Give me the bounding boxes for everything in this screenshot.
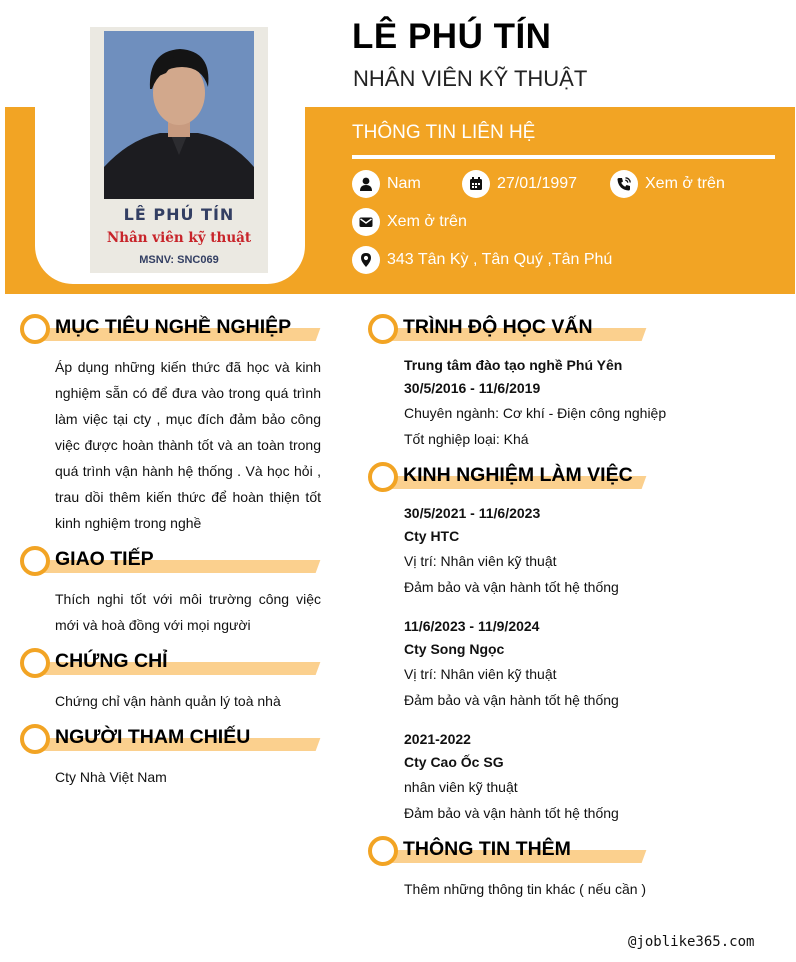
- gender-value: Nam: [387, 175, 421, 192]
- watermark-text: @joblike365.com: [628, 934, 755, 950]
- job-company: Cty HTC: [404, 528, 460, 544]
- job-period: 11/6/2023 - 11/9/2024: [404, 618, 540, 634]
- circle-bullet-icon: [20, 314, 50, 344]
- photo-card-name: LÊ PHÚ TÍN: [123, 205, 235, 224]
- job-period: 30/5/2021 - 11/6/2023: [404, 505, 541, 521]
- references-text: Cty Nhà Việt Nam: [55, 769, 167, 785]
- communication-text: Thích nghi tốt với môi trường công việc mới và hoà đồng với mọi người: [55, 591, 321, 633]
- job-company: Cty Song Ngọc: [404, 641, 505, 657]
- contact-gender: [352, 170, 421, 198]
- references-heading: [20, 724, 322, 754]
- extra-heading: [368, 836, 648, 866]
- experience-heading: [368, 462, 648, 492]
- location-icon: [352, 246, 380, 274]
- education-major: Chuyên ngành: Cơ khí - Điện công nghiệp: [404, 405, 667, 421]
- job-position: Vị trí: Nhân viên kỹ thuật: [404, 666, 557, 682]
- candidate-name: LÊ PHÚ TÍN: [352, 17, 552, 56]
- education-grade: Tốt nghiệp loại: Khá: [404, 431, 529, 447]
- job-description: Đảm bảo và vận hành tốt hệ thống: [404, 805, 619, 821]
- references-title: NGƯỜI THAM CHIẾU: [55, 726, 251, 748]
- phone-icon: [610, 170, 638, 198]
- education-title: TRÌNH ĐỘ HỌC VẤN: [403, 316, 593, 338]
- email-value: Xem ở trên: [387, 213, 467, 230]
- job-position: nhân viên kỹ thuật: [404, 779, 518, 795]
- circle-bullet-icon: [368, 462, 398, 492]
- circle-bullet-icon: [368, 314, 398, 344]
- objective-heading: [20, 314, 322, 344]
- circle-bullet-icon: [20, 546, 50, 576]
- calendar-icon: [462, 170, 490, 198]
- communication-title: GIAO TIẾP: [55, 548, 154, 570]
- contact-phone: [610, 170, 725, 198]
- phone-value: Xem ở trên: [645, 175, 725, 192]
- education-heading: [368, 314, 648, 344]
- circle-bullet-icon: [368, 836, 398, 866]
- job-period: 2021-2022: [404, 731, 471, 747]
- user-icon: [352, 170, 380, 198]
- contact-address: [352, 246, 612, 274]
- contact-birthday: [462, 170, 577, 198]
- certificates-text: Chứng chỉ vận hành quản lý toà nhà: [55, 693, 281, 709]
- job-description: Đảm bảo và vận hành tốt hệ thống: [404, 692, 619, 708]
- objective-text: Áp dụng những kiến thức đã học và kinh nghiệm sẵn có để đưa vào trong quá trình làm việc tại cty , mục đích đảm bảo công việc được hoàn thành tốt và an toàn trong quá trình vận hành hệ thống . Và học hỏi , trau dồi thêm kiến thức để hoàn thiện tốt kinh nghiệm trong nghề: [55, 359, 321, 531]
- objective-title: MỤC TIÊU NGHỀ NGHIỆP: [55, 316, 292, 338]
- education-school: Trung tâm đào tạo nghề Phú Yên: [404, 357, 623, 373]
- candidate-role: NHÂN VIÊN KỸ THUẬT: [353, 66, 588, 91]
- contact-title: THÔNG TIN LIÊN HỆ: [352, 122, 536, 143]
- profile-photo: [90, 27, 268, 273]
- extra-title: THÔNG TIN THÊM: [403, 838, 571, 860]
- email-icon: [352, 208, 380, 236]
- photo-card-role: Nhân viên kỹ thuật: [106, 230, 252, 246]
- certificates-heading: [20, 648, 322, 678]
- birthday-value: 27/01/1997: [497, 175, 578, 192]
- address-value: 343 Tân Kỳ , Tân Quý ,Tân Phú: [387, 251, 613, 268]
- circle-bullet-icon: [20, 724, 50, 754]
- contact-email: [352, 208, 467, 236]
- certificates-title: CHỨNG CHỈ: [55, 650, 168, 672]
- photo-card-id: MSNV: SNC069: [139, 254, 219, 266]
- contact-divider: [352, 155, 775, 159]
- circle-bullet-icon: [20, 648, 50, 678]
- communication-heading: [20, 546, 322, 576]
- experience-title: KINH NGHIỆM LÀM VIỆC: [403, 464, 633, 486]
- education-period: 30/5/2016 - 11/6/2019: [404, 380, 541, 396]
- job-position: Vị trí: Nhân viên kỹ thuật: [404, 553, 557, 569]
- job-company: Cty Cao Ốc SG: [404, 754, 504, 770]
- extra-text: Thêm những thông tin khác ( nếu cần ): [404, 881, 647, 897]
- job-description: Đảm bảo và vận hành tốt hệ thống: [404, 579, 619, 595]
